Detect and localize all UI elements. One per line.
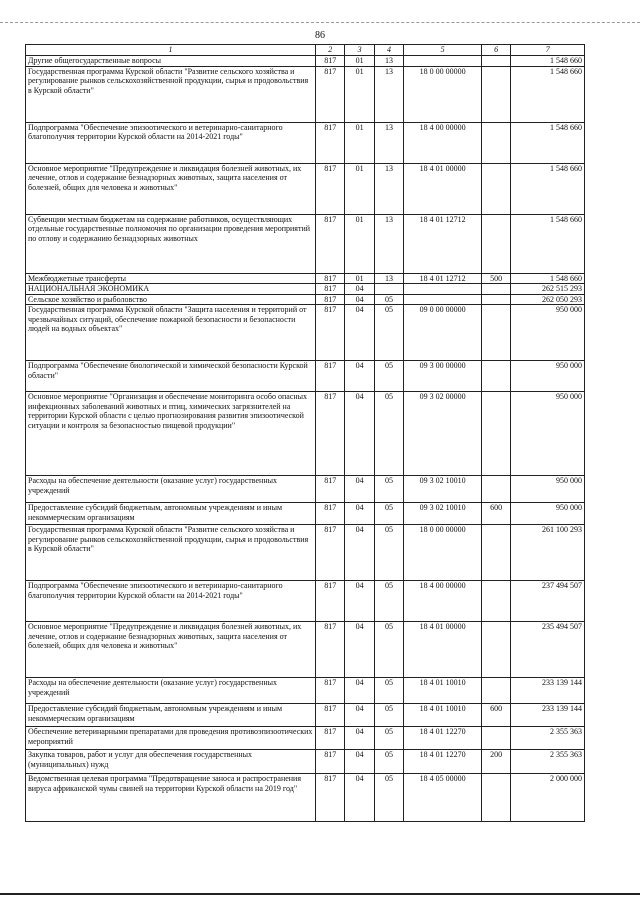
row-c6-cell bbox=[481, 214, 510, 273]
row-c6-cell bbox=[481, 122, 510, 163]
row-c5-cell: 18 4 01 10010 bbox=[404, 704, 482, 727]
row-c6-cell bbox=[481, 66, 510, 122]
row-c6-cell bbox=[481, 525, 510, 581]
row-c3-cell: 04 bbox=[345, 704, 374, 727]
row-c5-cell: 18 4 00 00000 bbox=[404, 122, 482, 163]
row-c6-cell bbox=[481, 622, 510, 678]
row-c2-cell: 817 bbox=[316, 750, 345, 774]
row-name-cell: Предоставление субсидий бюджетным, автономным учреждениям и иным некоммерческим организациям bbox=[26, 503, 316, 525]
table-row bbox=[26, 727, 585, 750]
row-c7-cell: 1 548 660 bbox=[511, 66, 585, 122]
row-name-cell: Другие общегосударственные вопросы bbox=[26, 56, 316, 67]
row-c6-cell bbox=[481, 774, 510, 822]
row-c4-cell: 05 bbox=[374, 622, 403, 678]
row-c4-cell: 05 bbox=[374, 392, 403, 476]
row-c7-cell: 2 355 363 bbox=[511, 727, 585, 750]
row-name-cell: Основное мероприятие "Предупреждение и ликвидация болезней животных, их лечение, отлов и содержание безнадзорных животных, защита населения от болезней, общих для человека и животных" bbox=[26, 622, 316, 678]
row-c3-cell: 04 bbox=[345, 305, 374, 361]
row-c4-cell: 05 bbox=[374, 704, 403, 727]
row-c4-cell: 05 bbox=[374, 294, 403, 305]
row-c3-cell: 01 bbox=[345, 163, 374, 214]
table-row bbox=[26, 476, 585, 503]
row-c3-cell: 04 bbox=[345, 581, 374, 622]
row-c2-cell: 817 bbox=[316, 503, 345, 525]
row-c2-cell: 817 bbox=[316, 704, 345, 727]
row-c7-cell: 950 000 bbox=[511, 476, 585, 503]
row-c6-cell: 600 bbox=[481, 704, 510, 727]
table-row bbox=[26, 66, 585, 122]
row-c2-cell: 817 bbox=[316, 361, 345, 392]
row-c3-cell: 04 bbox=[345, 361, 374, 392]
row-c6-cell: 600 bbox=[481, 503, 510, 525]
row-c5-cell: 18 4 01 12712 bbox=[404, 273, 482, 284]
row-name-cell: Субвенции местным бюджетам на содержание работников, осуществляющих отдельные государственные полномочия по организации проведения мероприятий по отлову и содержанию безнадзорных животных bbox=[26, 214, 316, 273]
row-c3-cell: 04 bbox=[345, 294, 374, 305]
row-c4-cell bbox=[374, 284, 403, 295]
row-c2-cell: 817 bbox=[316, 622, 345, 678]
row-c3-cell: 01 bbox=[345, 56, 374, 67]
row-c2-cell: 817 bbox=[316, 678, 345, 704]
row-c6-cell bbox=[481, 305, 510, 361]
row-name-cell: Межбюджетные трансферты bbox=[26, 273, 316, 284]
table-row bbox=[26, 392, 585, 476]
row-c5-cell: 18 0 00 00000 bbox=[404, 66, 482, 122]
row-c6-cell bbox=[481, 392, 510, 476]
row-c6-cell bbox=[481, 581, 510, 622]
bottom-rule bbox=[0, 893, 640, 895]
row-c7-cell: 950 000 bbox=[511, 305, 585, 361]
row-name-cell: Ведомственная целевая программа "Предотвращение заноса и распространения вируса африканской чумы свиней на территории Курской области на 2019 год" bbox=[26, 774, 316, 822]
row-c5-cell: 09 0 00 00000 bbox=[404, 305, 482, 361]
row-c3-cell: 01 bbox=[345, 214, 374, 273]
row-c5-cell: 18 4 01 12270 bbox=[404, 727, 482, 750]
row-c4-cell: 05 bbox=[374, 305, 403, 361]
row-name-cell: Расходы на обеспечение деятельности (оказание услуг) государственных учреждений bbox=[26, 476, 316, 503]
row-c4-cell: 05 bbox=[374, 503, 403, 525]
row-name-cell: Обеспечение ветеринарными препаратами для проведения противоэпизоотических мероприятий bbox=[26, 727, 316, 750]
row-c2-cell: 817 bbox=[316, 305, 345, 361]
row-c7-cell: 2 355 363 bbox=[511, 750, 585, 774]
row-c3-cell: 01 bbox=[345, 273, 374, 284]
row-c4-cell: 05 bbox=[374, 581, 403, 622]
row-c2-cell: 817 bbox=[316, 66, 345, 122]
row-c6-cell: 500 bbox=[481, 273, 510, 284]
row-name-cell: Основное мероприятие "Организация и обеспечение мониторинга особо опасных инфекционных заболеваний животных и птиц, химических загрязнителей на территории Курской области с целью прогнозирования развития эпизоотической ситуации и контроля за безопасностью пищевой продукции" bbox=[26, 392, 316, 476]
row-c7-cell: 1 548 660 bbox=[511, 163, 585, 214]
header-cell: 1 bbox=[26, 45, 316, 56]
header-cell: 5 bbox=[404, 45, 482, 56]
header-cell: 6 bbox=[481, 45, 510, 56]
row-c7-cell: 233 139 144 bbox=[511, 678, 585, 704]
row-c5-cell: 18 0 00 00000 bbox=[404, 525, 482, 581]
row-c6-cell bbox=[481, 727, 510, 750]
row-name-cell: Расходы на обеспечение деятельности (оказание услуг) государственных учреждений bbox=[26, 678, 316, 704]
row-c7-cell: 1 548 660 bbox=[511, 273, 585, 284]
row-c5-cell: 18 4 01 00000 bbox=[404, 163, 482, 214]
row-c6-cell bbox=[481, 294, 510, 305]
row-c5-cell: 18 4 01 12712 bbox=[404, 214, 482, 273]
row-c4-cell: 13 bbox=[374, 163, 403, 214]
row-c3-cell: 04 bbox=[345, 678, 374, 704]
row-name-cell: Сельское хозяйство и рыболовство bbox=[26, 294, 316, 305]
row-name-cell: НАЦИОНАЛЬНАЯ ЭКОНОМИКА bbox=[26, 284, 316, 295]
row-c3-cell: 04 bbox=[345, 622, 374, 678]
row-c3-cell: 04 bbox=[345, 525, 374, 581]
row-c4-cell: 13 bbox=[374, 56, 403, 67]
row-c6-cell bbox=[481, 361, 510, 392]
row-c4-cell: 13 bbox=[374, 122, 403, 163]
table-row bbox=[26, 774, 585, 822]
row-c5-cell bbox=[404, 284, 482, 295]
row-name-cell: Предоставление субсидий бюджетным, автономным учреждениям и иным некоммерческим организациям bbox=[26, 704, 316, 727]
table-row bbox=[26, 305, 585, 361]
row-c5-cell: 18 4 01 10010 bbox=[404, 678, 482, 704]
row-c7-cell: 1 548 660 bbox=[511, 56, 585, 67]
row-name-cell: Закупка товаров, работ и услуг для обеспечения государственных (муниципальных) нужд bbox=[26, 750, 316, 774]
column-number-header bbox=[26, 45, 585, 56]
table-row bbox=[26, 122, 585, 163]
row-c2-cell: 817 bbox=[316, 774, 345, 822]
row-c3-cell: 01 bbox=[345, 66, 374, 122]
row-c2-cell: 817 bbox=[316, 214, 345, 273]
row-name-cell: Основное мероприятие "Предупреждение и ликвидация болезней животных, их лечение, отлов и содержание безнадзорных животных, защита населения от болезней, общих для человека и животных" bbox=[26, 163, 316, 214]
table-row bbox=[26, 163, 585, 214]
top-rule bbox=[0, 22, 640, 23]
row-name-cell: Государственная программа Курской области "Защита населения и территорий от чрезвычайных ситуаций, обеспечение пожарной безопасности и безопасности людей на водных объектах" bbox=[26, 305, 316, 361]
row-c4-cell: 05 bbox=[374, 727, 403, 750]
row-c5-cell: 09 3 02 10010 bbox=[404, 503, 482, 525]
row-c4-cell: 13 bbox=[374, 214, 403, 273]
table-row bbox=[26, 622, 585, 678]
row-c5-cell: 09 3 02 10010 bbox=[404, 476, 482, 503]
table-row bbox=[26, 581, 585, 622]
table-row bbox=[26, 214, 585, 273]
row-c3-cell: 04 bbox=[345, 727, 374, 750]
row-c5-cell bbox=[404, 294, 482, 305]
row-c6-cell bbox=[481, 678, 510, 704]
row-c6-cell bbox=[481, 284, 510, 295]
row-c7-cell: 950 000 bbox=[511, 361, 585, 392]
row-c3-cell: 04 bbox=[345, 476, 374, 503]
row-c7-cell: 262 050 293 bbox=[511, 294, 585, 305]
page-number: 86 bbox=[315, 30, 325, 41]
row-c3-cell: 04 bbox=[345, 750, 374, 774]
row-c2-cell: 817 bbox=[316, 122, 345, 163]
row-c5-cell: 18 4 00 00000 bbox=[404, 581, 482, 622]
row-name-cell: Подпрограмма "Обеспечение эпизоотического и ветеринарно-санитарного благополучия территории Курской области на 2014-2021 годы" bbox=[26, 581, 316, 622]
row-c3-cell: 04 bbox=[345, 503, 374, 525]
row-c7-cell: 950 000 bbox=[511, 503, 585, 525]
table-row bbox=[26, 678, 585, 704]
row-c7-cell: 235 494 507 bbox=[511, 622, 585, 678]
header-cell: 3 bbox=[345, 45, 374, 56]
table-row bbox=[26, 361, 585, 392]
row-c2-cell: 817 bbox=[316, 163, 345, 214]
row-c7-cell: 237 494 507 bbox=[511, 581, 585, 622]
row-c4-cell: 13 bbox=[374, 66, 403, 122]
row-c6-cell bbox=[481, 163, 510, 214]
row-name-cell: Государственная программа Курской области "Развитие сельского хозяйства и регулирование рынков сельскохозяйственной продукции, сырья и продовольствия в Курской области" bbox=[26, 525, 316, 581]
row-c7-cell: 2 000 000 bbox=[511, 774, 585, 822]
table-row bbox=[26, 750, 585, 774]
table-row bbox=[26, 503, 585, 525]
row-c5-cell: 09 3 02 00000 bbox=[404, 392, 482, 476]
table-row bbox=[26, 704, 585, 727]
row-c2-cell: 817 bbox=[316, 525, 345, 581]
row-c4-cell: 05 bbox=[374, 361, 403, 392]
row-c4-cell: 05 bbox=[374, 476, 403, 503]
row-c7-cell: 950 000 bbox=[511, 392, 585, 476]
budget-table bbox=[25, 44, 585, 822]
row-c3-cell: 04 bbox=[345, 284, 374, 295]
row-c4-cell: 13 bbox=[374, 273, 403, 284]
row-name-cell: Подпрограмма "Обеспечение эпизоотического и ветеринарно-санитарного благополучия территории Курской области на 2014-2021 годы" bbox=[26, 122, 316, 163]
row-c5-cell: 18 4 01 12270 bbox=[404, 750, 482, 774]
row-c2-cell: 817 bbox=[316, 392, 345, 476]
row-c2-cell: 817 bbox=[316, 56, 345, 67]
row-c4-cell: 05 bbox=[374, 678, 403, 704]
row-c2-cell: 817 bbox=[316, 273, 345, 284]
table-row bbox=[26, 525, 585, 581]
header-cell: 4 bbox=[374, 45, 403, 56]
row-c2-cell: 817 bbox=[316, 294, 345, 305]
row-c3-cell: 04 bbox=[345, 392, 374, 476]
header-cell: 7 bbox=[511, 45, 585, 56]
table-row bbox=[26, 294, 585, 305]
row-c6-cell bbox=[481, 56, 510, 67]
row-c2-cell: 817 bbox=[316, 581, 345, 622]
row-c4-cell: 05 bbox=[374, 750, 403, 774]
row-c5-cell: 09 3 00 00000 bbox=[404, 361, 482, 392]
row-c7-cell: 262 515 293 bbox=[511, 284, 585, 295]
row-c5-cell: 18 4 01 00000 bbox=[404, 622, 482, 678]
header-cell: 2 bbox=[316, 45, 345, 56]
row-c5-cell bbox=[404, 56, 482, 67]
row-c2-cell: 817 bbox=[316, 476, 345, 503]
row-c4-cell: 05 bbox=[374, 774, 403, 822]
row-c3-cell: 04 bbox=[345, 774, 374, 822]
row-c7-cell: 261 100 293 bbox=[511, 525, 585, 581]
row-c6-cell: 200 bbox=[481, 750, 510, 774]
row-c2-cell: 817 bbox=[316, 727, 345, 750]
row-name-cell: Подпрограмма "Обеспечение биологической и химической безопасности Курской области" bbox=[26, 361, 316, 392]
row-c7-cell: 1 548 660 bbox=[511, 214, 585, 273]
table-row bbox=[26, 56, 585, 67]
row-c5-cell: 18 4 05 00000 bbox=[404, 774, 482, 822]
table-row bbox=[26, 284, 585, 295]
row-c7-cell: 1 548 660 bbox=[511, 122, 585, 163]
row-c3-cell: 01 bbox=[345, 122, 374, 163]
table-row bbox=[26, 273, 585, 284]
row-c2-cell: 817 bbox=[316, 284, 345, 295]
row-c4-cell: 05 bbox=[374, 525, 403, 581]
row-c7-cell: 233 139 144 bbox=[511, 704, 585, 727]
row-name-cell: Государственная программа Курской области "Развитие сельского хозяйства и регулирование рынков сельскохозяйственной продукции, сырья и продовольствия в Курской области" bbox=[26, 66, 316, 122]
row-c6-cell bbox=[481, 476, 510, 503]
